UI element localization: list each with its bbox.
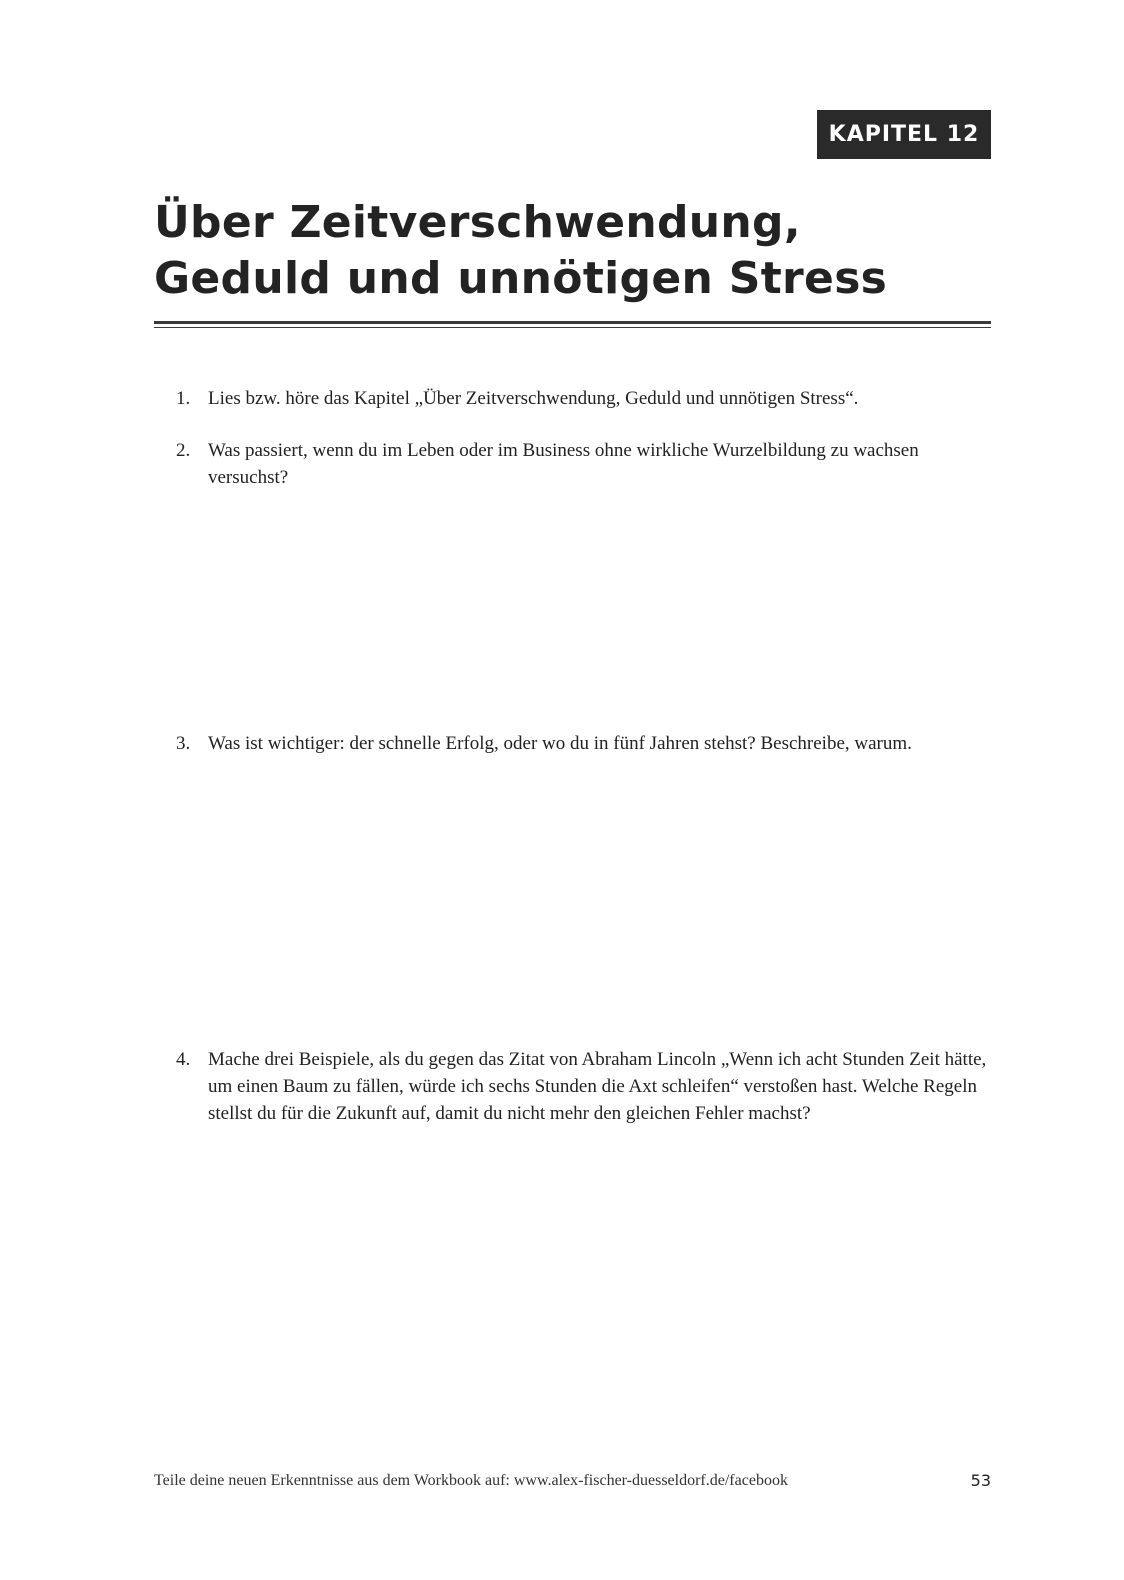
- question-number: 1.: [176, 388, 191, 409]
- question-item: [176, 437, 996, 491]
- page-number: 53: [970, 1471, 991, 1490]
- question-text: Mache drei Beispiele, als du gegen das Zitat von Abraham Lincoln „Wenn ich acht Stunden Zeit hätte, um einen Baum zu fällen, würde ich sechs Stunden die Axt schleifen“ verstoßen hast. Welche Regeln stellst du für die Zukunft auf, damit du nicht mehr den gleichen Fehler machst?: [208, 1049, 987, 1124]
- question-item: [176, 730, 996, 757]
- page-title: [154, 195, 994, 307]
- title-divider-thick: [154, 321, 991, 324]
- question-number: 2.: [176, 440, 191, 461]
- footer-share-note: Teile deine neuen Erkenntnisse aus dem Workbook auf: www.alex-fischer-duesseldorf.de/facebook: [154, 1472, 788, 1489]
- question-item: [176, 385, 996, 412]
- chapter-badge: KAPITEL 12: [817, 110, 991, 159]
- question-text: Was passiert, wenn du im Leben oder im Business ohne wirkliche Wurzelbildung zu wachsen versuchst?: [208, 440, 919, 488]
- question-number: 3.: [176, 733, 191, 754]
- title-line-1: Über Zeitverschwendung,: [154, 197, 801, 248]
- title-divider-thin: [154, 327, 991, 328]
- question-text: Lies bzw. höre das Kapitel „Über Zeitverschwendung, Geduld und unnötigen Stress“.: [208, 388, 859, 409]
- question-number: 4.: [176, 1049, 191, 1070]
- question-item: [176, 1046, 996, 1127]
- title-line-2: Geduld und unnötigen Stress: [154, 253, 888, 304]
- question-text: Was ist wichtiger: der schnelle Erfolg, oder wo du in fünf Jahren stehst? Beschreibe, warum.: [208, 733, 912, 754]
